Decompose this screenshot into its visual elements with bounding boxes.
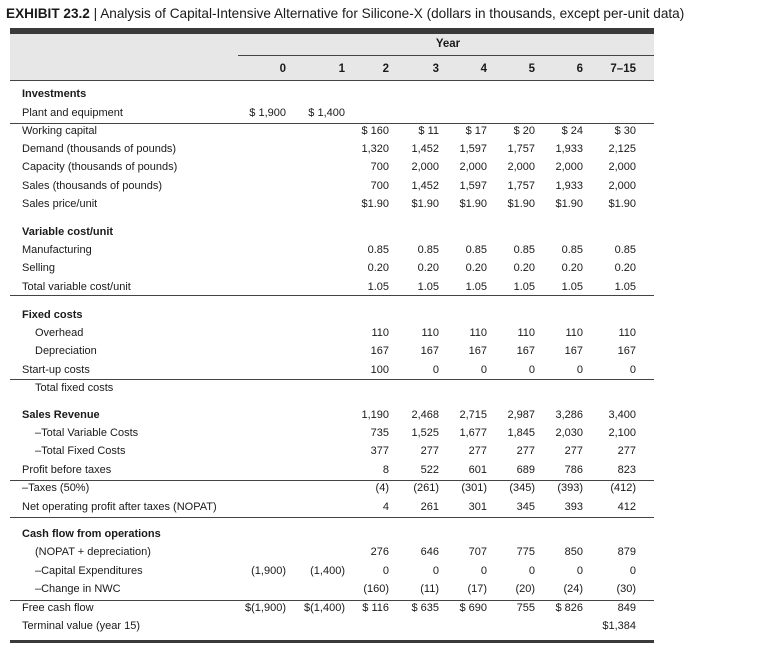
table-cell: 412: [617, 501, 636, 513]
table-cell: 0.85: [513, 244, 535, 256]
row-label: –Taxes (50%): [22, 482, 90, 494]
table-cell: 1,525: [411, 427, 439, 439]
table-cell: 0: [480, 364, 487, 376]
table-cell: 0.85: [465, 244, 487, 256]
table-cell: (17): [467, 583, 487, 595]
table-cell: 167: [564, 345, 583, 357]
row-label: Profit before taxes: [22, 464, 112, 476]
table-cell: 0.20: [513, 262, 535, 274]
table-cell: $1.90: [361, 198, 389, 210]
table-cell: 786: [564, 464, 583, 476]
row-label: Start-up costs: [22, 364, 90, 376]
table-cell: 2,987: [507, 409, 535, 421]
table-cell: 110: [421, 327, 439, 339]
table-cell: 4: [382, 501, 389, 513]
table-cell: 8: [382, 464, 389, 476]
table-cell: 0: [382, 565, 389, 577]
table-cell: 2,030: [555, 427, 583, 439]
table-cell: 1.05: [417, 281, 439, 293]
table-cell: 2,000: [608, 180, 636, 192]
column-header: 4: [480, 63, 487, 75]
table-cell: 823: [617, 464, 636, 476]
row-label: Plant and equipment: [22, 107, 123, 119]
table-cell: $ 635: [411, 602, 439, 614]
exhibit-number: EXHIBIT 23.2: [6, 6, 90, 21]
table-cell: (24): [563, 583, 583, 595]
table-cell: 110: [565, 327, 583, 339]
table-cell: 1,320: [361, 143, 389, 155]
row-label: Capacity (thousands of pounds): [22, 161, 178, 173]
row-rule: [10, 480, 654, 481]
table-cell: 700: [370, 180, 389, 192]
table-cell: $ 20: [513, 125, 535, 137]
table-cell: 110: [469, 327, 487, 339]
table-cell: 277: [516, 445, 535, 457]
row-rule: [10, 80, 654, 81]
table-cell: 167: [370, 345, 389, 357]
table-cell: (20): [515, 583, 535, 595]
table-cell: 850: [564, 546, 583, 558]
table-cell: 0: [432, 364, 439, 376]
table-cell: 167: [516, 345, 535, 357]
table-cell: 0: [432, 565, 439, 577]
table-cell: 277: [468, 445, 487, 457]
row-label: Terminal value (year 15): [22, 620, 140, 632]
row-label: Sales Revenue: [22, 409, 100, 421]
row-label: Selling: [22, 262, 56, 274]
table-cell: 755: [516, 602, 535, 614]
table-cell: 110: [618, 327, 636, 339]
row-label: Total variable cost/unit: [22, 281, 131, 293]
row-label: Sales price/unit: [22, 198, 98, 210]
table-cell: 110: [517, 327, 535, 339]
table-cell: (11): [420, 583, 439, 595]
table-cell: (1,900): [251, 565, 286, 577]
table-cell: 2,000: [555, 161, 583, 173]
row-label: Net operating profit after taxes (NOPAT): [22, 501, 217, 513]
table-cell: 0.20: [367, 262, 389, 274]
row-label: Investments: [22, 88, 87, 100]
year-rule: [238, 55, 654, 56]
row-label: Manufacturing: [22, 244, 92, 256]
row-label: Cash flow from operations: [22, 528, 161, 540]
row-label: Working capital: [22, 125, 97, 137]
table-cell: 879: [617, 546, 636, 558]
table-cell: 2,468: [411, 409, 439, 421]
table-cell: 2,000: [411, 161, 439, 173]
table-cell: $ 160: [361, 125, 389, 137]
exhibit-title: [6, 6, 684, 21]
table-cell: 3,400: [608, 409, 636, 421]
table-cell: 735: [370, 427, 389, 439]
table-cell: 2,000: [459, 161, 487, 173]
table-cell: (412): [610, 482, 636, 494]
table-cell: 1,597: [459, 143, 487, 155]
table-cell: 1,677: [459, 427, 487, 439]
table-cell: 1.05: [465, 281, 487, 293]
table-cell: 0.85: [367, 244, 389, 256]
table-cell: $ 1,900: [249, 107, 286, 119]
table-cell: (160): [363, 583, 389, 595]
table-cell: 700: [370, 161, 389, 173]
table-cell: (301): [461, 482, 487, 494]
table-cell: 0.20: [417, 262, 439, 274]
table-cell: 1,190: [361, 409, 389, 421]
table-cell: 1,452: [411, 180, 439, 192]
row-label: Overhead: [35, 327, 84, 339]
exhibit-caption: | Analysis of Capital-Intensive Alternative for Silicone-X (dollars in thousands, except per-unit data): [89, 6, 685, 21]
row-rule: [10, 295, 654, 296]
table-cell: $ 17: [465, 125, 487, 137]
table-cell: 345: [516, 501, 535, 513]
table-cell: 849: [617, 602, 636, 614]
table-cell: (1,400): [310, 565, 345, 577]
table-cell: 0: [629, 565, 636, 577]
table-cell: $(1,900): [245, 602, 286, 614]
table-cell: $(1,400): [304, 602, 345, 614]
table-cell: 2,715: [459, 409, 487, 421]
table-cell: $1.90: [459, 198, 487, 210]
table-cell: 2,000: [608, 161, 636, 173]
table-cell: 110: [371, 327, 389, 339]
column-header: 2: [382, 63, 389, 75]
table-cell: 1,757: [507, 143, 535, 155]
table-cell: (261): [413, 482, 439, 494]
row-label: –Change in NWC: [35, 583, 121, 595]
table-cell: 0.85: [561, 244, 583, 256]
column-header: 6: [576, 63, 583, 75]
table-cell: 1.05: [561, 281, 583, 293]
table-cell: $1,384: [602, 620, 636, 632]
table-cell: 0: [528, 364, 535, 376]
table-cell: 167: [420, 345, 439, 357]
table-cell: 100: [370, 364, 389, 376]
row-label: Demand (thousands of pounds): [22, 143, 177, 155]
table-cell: 0.20: [561, 262, 583, 274]
table-cell: 0: [480, 565, 487, 577]
table-cell: $1.90: [411, 198, 439, 210]
table-cell: $1.90: [555, 198, 583, 210]
bottom-rule: [10, 640, 654, 643]
column-header: 0: [279, 63, 286, 75]
row-label: Fixed costs: [22, 309, 83, 321]
table-cell: 301: [468, 501, 487, 513]
table-cell: 0.20: [465, 262, 487, 274]
table-cell: 689: [516, 464, 535, 476]
column-header: 5: [528, 63, 535, 75]
table-cell: $ 826: [555, 602, 583, 614]
row-label: Free cash flow: [22, 602, 94, 614]
row-rule: [10, 600, 654, 601]
column-header: 3: [432, 63, 439, 75]
table-cell: 1.05: [367, 281, 389, 293]
table-cell: (4): [375, 482, 389, 494]
table-cell: 0.20: [614, 262, 636, 274]
table-cell: 1.05: [513, 281, 535, 293]
table-cell: 1,597: [459, 180, 487, 192]
table-cell: $ 11: [418, 125, 439, 137]
table-cell: 277: [564, 445, 583, 457]
table-cell: 0: [576, 565, 583, 577]
table-cell: 0.85: [614, 244, 636, 256]
table-cell: 601: [468, 464, 487, 476]
table-cell: 1,933: [555, 143, 583, 155]
table-cell: $ 116: [362, 602, 389, 614]
table-cell: 2,000: [507, 161, 535, 173]
row-label: Depreciation: [35, 345, 97, 357]
table-cell: 276: [370, 546, 389, 558]
table-cell: 522: [420, 464, 439, 476]
table-cell: $1.90: [608, 198, 636, 210]
row-rule: [10, 517, 654, 518]
table-cell: 0.85: [417, 244, 439, 256]
row-label: –Capital Expenditures: [35, 565, 143, 577]
table-cell: 167: [468, 345, 487, 357]
table-cell: 261: [420, 501, 439, 513]
column-header: 1: [338, 63, 345, 75]
table-cell: 1,845: [507, 427, 535, 439]
table-cell: 0: [576, 364, 583, 376]
column-header: 7–15: [610, 63, 636, 75]
row-label: –Total Variable Costs: [35, 427, 139, 439]
table-cell: $ 24: [561, 125, 583, 137]
table-cell: 377: [370, 445, 389, 457]
table-cell: (30): [616, 583, 636, 595]
table-cell: 2,125: [608, 143, 636, 155]
table-cell: 1,452: [411, 143, 439, 155]
row-rule: [10, 123, 654, 124]
year-header: Year: [435, 38, 461, 50]
table-cell: 707: [468, 546, 487, 558]
table-cell: 0: [629, 364, 636, 376]
table-cell: $ 30: [614, 125, 636, 137]
row-label: Total fixed costs: [35, 382, 114, 394]
row-rule: [10, 379, 654, 380]
table-cell: 2,100: [608, 427, 636, 439]
table-cell: $ 690: [459, 602, 487, 614]
row-label: Sales (thousands of pounds): [22, 180, 163, 192]
table-cell: 3,286: [555, 409, 583, 421]
table-cell: 775: [516, 546, 535, 558]
table-cell: 277: [420, 445, 439, 457]
table-cell: $1.90: [507, 198, 535, 210]
table-cell: (345): [509, 482, 535, 494]
row-label: –Total Fixed Costs: [35, 445, 126, 457]
table-cell: 646: [420, 546, 439, 558]
table-cell: 277: [617, 445, 636, 457]
row-label: (NOPAT + depreciation): [35, 546, 151, 558]
table-cell: 0: [528, 565, 535, 577]
table-cell: 1,757: [507, 180, 535, 192]
table-cell: 393: [564, 501, 583, 513]
table-cell: 1,933: [555, 180, 583, 192]
table-cell: (393): [557, 482, 583, 494]
table-cell: $ 1,400: [308, 107, 345, 119]
table-cell: 1.05: [614, 281, 636, 293]
row-label: Variable cost/unit: [22, 226, 114, 238]
table-cell: 167: [617, 345, 636, 357]
